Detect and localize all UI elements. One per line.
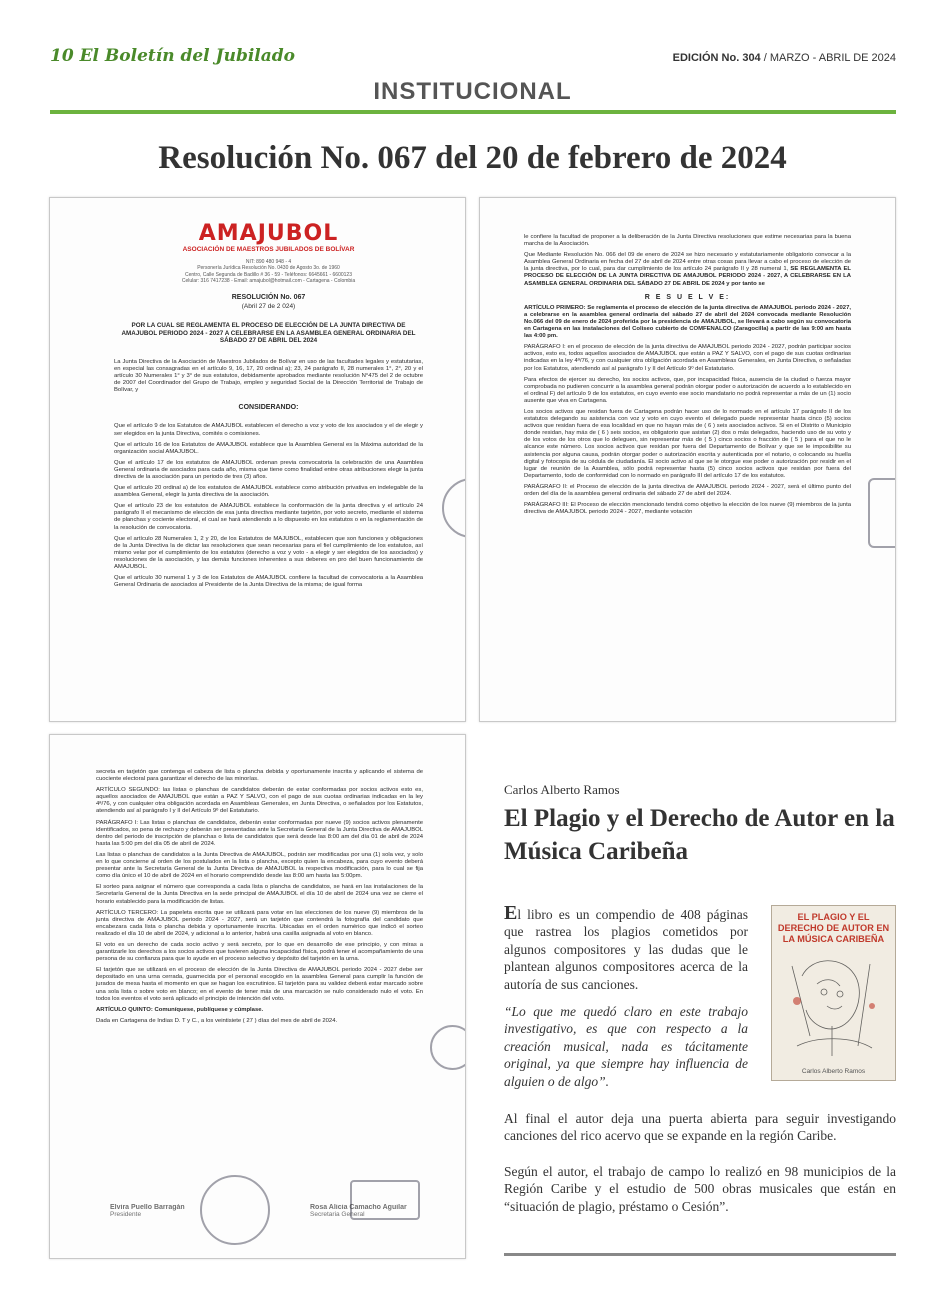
- edition-date: / MARZO - ABRIL DE 2024: [763, 52, 896, 64]
- resolution-intro: La Junta Directiva de la Asociación de Maestros Jubilados de Bolívar en uso de las facultades legales y estatutarias, en especial las consagradas en el artículo 9, 16, 17, 20 ordinal a); 23, 24 parágrafo II, 28 numerales 1°, 2°, 20 y el artículo 30 Numerales 1° y 3° de sus estatutos, debidamente aprobados mediante resolución N°475 del 2 de octubre de 2007 del Coordinador del Grupo de Trabajo, empleo y seguridad Social de la Dirección Territorial de Trabajo de Bolívar, y: [114, 358, 423, 394]
- doc-paragraph: Las listas o planchas de candidatos a la Junta Directiva de AMAJUBOL, podrán ser modificadas por una (1) sola vez, y solo en lo que concierne al orden de los postulados en la lista o plancha, excepto quien la encabeza, para cuyo evento deberá presentar ante la Secretaría General de la Junta Directiva de AMAJUBOL la respectiva modificación, para lo cual se fija como día único el 10 de abril de 2024 en el horario comprendido desde las 8:00 am hasta las 5:00pm.: [96, 851, 423, 880]
- section-title: INSTITUCIONAL: [373, 78, 572, 105]
- article-primero: ARTÍCULO PRIMERO: Se reglamenta el proceso de elección de la junta directiva de AMAJUBOL periodo 2024 - 2027, a celebrarse en la asamblea general ordinaria del sábado 27 de abril del 2024 convocada mediante Resolución No.066 del 09 de enero de 2024 proferida por la presidencia de AMAJUBOL, se llevará a cabo según su convocatoria en Cartagena en las instalaciones del Coliseo cubierto de COMFENALCO (Zaragocilla) a partir de las 9:00 am hasta las 4:00 pm.: [524, 304, 851, 340]
- section-divider: [50, 110, 896, 114]
- org-full-name: ASOCIACIÓN DE MAESTROS JUBILADOS DE BOLÍVAR: [182, 246, 355, 253]
- org-contact: [114, 259, 423, 284]
- book-author: Carlos Alberto Ramos: [801, 1068, 866, 1075]
- contact-line: Centro, Calle Segunda de Badillo # 36 - 59 - Teléfonos: 6645661 - 6600123: [185, 271, 352, 278]
- article-quote: “Lo que me quedó claro en este trabajo investigativo, es que con respecto a la creación musical, nada es tácitamente original, ya que siempre hay influencia de alguien o de algo”.: [504, 1004, 748, 1089]
- resolution-heading: POR LA CUAL SE REGLAMENTA EL PROCESO DE ELECCIÓN DE LA JUNTA DIRECTIVA DE AMAJUBOL PERIODO 2024 - 2027 A CELEBRARSE EN LA ASAMBLEA GENERAL ORDINARIA DEL SÁBADO 27 DE ABRIL DEL 2024: [121, 322, 416, 345]
- doc-paragraph: PARÁGRAFO I: Las listas o planchas de candidatos, deberán estar conformadas por nueve (9) socios activos plenamente identificados, so pena de rechazo y deberán ser presentadas ante la Secretaría General de la Junta Directiva de AMAJUBOL dentro del periodo de inscripción de planchas o lista de candidatos que será desde las 8:00 am del día 01 de abril de 2024 hasta las 5:00 pm del día 05 de abril de 2024.: [96, 819, 423, 847]
- considerando-paragraph: Que el artículo 30 numeral 1 y 3 de los Estatutos de AMAJUBOL confiere la facultad de convocatoria a la Asamblea General Ordinaria de asociados al Presidente de la Junta Directiva de la misma; de igual forma: [114, 575, 423, 589]
- article-tercero: ARTÍCULO TERCERO: La papeleta escrita que se utilizará para votar en las elecciones de los nueve (9) miembros de la junta directiva de AMAJUBOL periodo 2024 - 2027, será un tarjetón que contendrá la fotografía del candidato que encabezara cada lista o plancha debida y oportunamente inscrita. Ubicadas en el orden numérico que indicó el sorteo realizado el día 10 de abril de 2024, y adicional a lo anterior, habrá una casilla asignada al voto en blanco.: [96, 909, 423, 937]
- scanned-resolution-page-3: [49, 734, 466, 1259]
- edition-number: EDICIÓN No. 304: [672, 52, 761, 64]
- scanned-resolution-page-2: [479, 197, 896, 722]
- article-paragraph: [504, 902, 748, 993]
- article-quinto: ARTÍCULO QUINTO: Comuníquese, publíquese y cúmplase.: [96, 1006, 264, 1013]
- article-paragraph: Según el autor, el trabajo de campo lo realizó en 98 municipios de la Región Caribe y el estudio de 500 obras musicales que están en “situación de plagio, préstamo o Cesión”.: [504, 1164, 896, 1214]
- doc-paragraph: El tarjetón que se utilizará en el proceso de elección de la Junta Directiva de AMAJUBOL periodo 2024 - 2027 debe ser depositado en una urna cerrada, guarnecida por el personal escogido en la asamblea General para cumplir la función de jurados de mesa hasta el momento en que se hagan los escrutinios. El tarjetón para su validez deberá estar marcado sobre una sola lista o sobre voto en blanco; en el evento de tener más de una marcación se nulo considerado nulo el voto. En todos los eventos el voto será aplicado el principio de intención del voto.: [96, 967, 423, 1002]
- page-header: [50, 48, 896, 70]
- doc-paragraph: PARÁGRAFO II: el Proceso de elección de la junta directiva de AMAJUBOL periodo 2024 - 2027, será el último punto del orden del día de la asamblea general ordinaria del sábado 27 de abril del 2024.: [524, 483, 851, 497]
- doc-paragraph: Los socios activos que residan fuera de Cartagena podrán hacer uso de lo normado en el artículo 17 parágrafo II de los estatutos delegando su asistencia con voz y voto en cuyo evento el delegado puede representar hasta cinco (5) socios activos que residan fuera de esa localidad en que no hayan más de ( 6 ) seis asociados activos. Si en el Distrito o Municipio donde residan, hay más de ( 6 ) seis socios, es obligatorio que asistan (2) dos o más delegados, haciendo uso de su voto y de los votos de los otros que lo deleguen, sin representar más de ( 5 ) cinco socios o fracción de ( 5 ) para el que no le alcance este número. Los socios activos que residan por fuera del Departamento de Bolívar y que se le imposibilite su asistencia por alguna causa, podrán otorgar poder o autorización escrita y autenticada por el notario, o colocando su huella digital y fotocopia de su cédula de ciudadanía. El socio activo al que se le otorgue ese poder o autorización por residir en el lugar de reunión de la Asamblea, sólo podrá representar hasta (5) cinco socios activos que residan por fuera del Departamento, todo de conformidad con lo normado en parágrafo III del artículo 17 de los estatutos.: [524, 408, 851, 479]
- drop-cap: E: [504, 902, 518, 924]
- edition-info: [673, 52, 896, 64]
- contact-line: Personería Jurídica Resolución No. 0430 de Agosto 3o. de 1960: [197, 265, 340, 272]
- doc-bold-text: SE REGLAMENTA EL PROCESO DE ELECCIÓN DE LA JUNTA DIRECTIVA DE AMAJUBOL PERIODO 2024 - 2027, A CELEBRARSE EN LA ASAMBLEA GENERAL ORDINARIA DEL SÁBADO 27 DE ABRIL DE 2024: [524, 266, 852, 287]
- signature-secretary: [310, 1190, 407, 1218]
- considerando-heading: CONSIDERANDO:: [238, 404, 299, 412]
- signer-name: Elvira Puello Barragán: [110, 1204, 185, 1211]
- considerando-paragraph: Que el artículo 17 de los estatutos de AMAJUBOL ordenan previa convocatoria la celebración de una Asamblea General ordinaria de asociados para cada año, misma que tiene como finalidad entre otras atribuciones elegir la junta directiva de la asociación para un periodo de tres (3) años.: [114, 459, 423, 480]
- presidency-stamp: [200, 1175, 270, 1245]
- side-stamp: [868, 478, 896, 548]
- association-stamp: [442, 478, 466, 538]
- doc-paragraph: secreta en tarjetón que contenga el cabeza de lista o plancha debida y oportunamente inscrita y aplicando el sistema de cuociente electoral para garantizar el derecho de las minorías.: [96, 769, 423, 783]
- book-title: EL PLAGIO Y EL DERECHO DE AUTOR EN LA MÚSICA CARIBEÑA: [777, 912, 890, 944]
- resolution-date: (Abril 27 de 2 024): [241, 303, 296, 310]
- contact-line: Celular: 316 7417238 - Email: amajubol@hotmail.com - Cartagena - Colombia: [181, 277, 356, 284]
- considerando-paragraph: Que el artículo 23 de los estatutos de AMAJUBOL establece la conformación de la junta directiva y el artículo 24 parágrafo II el mecanismo de elección de esa junta directiva mediante tarjetón, por voto secreto, mediante el sistema de planchas y cociente electoral, el cual se hará atendiendo a lo dispuesto en los estatutos o en la reglamentación de la resolución de convocatoria.: [114, 503, 423, 531]
- doc-paragraph: Dada en Cartagena de Indias D. T y C., a los veintisiete ( 27 ) días del mes de abril de 2024.: [96, 1017, 338, 1024]
- signer-name: Rosa Alicia Camacho Aguilar: [310, 1204, 407, 1211]
- book-cover-image: [771, 905, 896, 1081]
- considerando-paragraph: Que el artículo 28 Numerales 1, 2 y 20, de los Estatutos de MAJUBOL, establecen que son funciones y obligaciones de la Junta Directiva la de dictar las resoluciones que sean necesarias para el fiel cumplimiento de los estatutos, así mismo velar por el cumplimiento de los estatutos (derecho a voz y voto - a elegir y ser elegidos de los asociados) y resoluciones de la asociación, y las demás funciones inherentes a sus deberes en pro del buen funcionamiento de AMAJUBOL.: [114, 535, 423, 571]
- article-author: Carlos Alberto Ramos: [504, 782, 620, 797]
- page-title: Resolución No. 067 del 20 de febrero de 2024: [158, 140, 787, 176]
- book-illustration: [772, 906, 896, 1081]
- nit: NIT: 890 480 948 - 4: [245, 259, 292, 266]
- article-paragraph: Al final el autor deja una puerta abierta para seguir investigando canciones del rico acervo que se expande en la región Caribe.: [504, 1111, 896, 1144]
- doc-paragraph: le confiere la facultad de proponer a la deliberación de la Junta Directiva resoluciones que estime necesarias para la buena marcha de la Asociación.: [524, 234, 851, 248]
- article-end-rule: [504, 1253, 896, 1256]
- signer-role: Presidente: [110, 1211, 142, 1219]
- scanned-resolution-page-1: [49, 197, 466, 722]
- round-stamp: [430, 1025, 466, 1070]
- doc-text: y por tanto se: [726, 280, 765, 287]
- signer-role: Secretaria General: [310, 1211, 365, 1219]
- doc-paragraph: Para efectos de ejercer su derecho, los socios activos, que, por incapacidad física, ausencia de la ciudad o fuerza mayor comprobada no pudieren concurrir a la asamblea general podrán otorgar poder o autorización de acuerdo a lo establecido en el ordinal F) del artículo 9 de los estatutos, en cuyo evento ese socio mandatario no podrá representar a más de un (1) socio ausente que viva en Cartagena.: [524, 376, 851, 404]
- publication-logo: 10 El Boletín del Jubilado: [50, 46, 296, 66]
- doc-paragraph: PARÁGRAFO I: en el proceso de elección de la junta directiva de AMAJUBOL periodo 2024 - 2027, podrán participar socios activos, esto es, todos aquellos asociados de AMAJUBOL que están a PAZ Y SALVO, con el pago de sus cuotas ordinarias indicadas en la ley 4ª/76, y con cualquier otra obligación acordada en Asambleas Generales, en Junta Directiva, o señaladas por los Estatutos, atendiendo así al parágrafo I y II del Artículo 9º del Estatutario.: [524, 344, 851, 372]
- doc-paragraph: PARÁGRAFO III: El Proceso de elección mencionado tendrá como objetivo la elección de los nueve (9) miembros de la junta directiva de AMAJUBOL periodo 2024 - 2027, mediante votación: [524, 502, 851, 516]
- article-title: El Plagio y el Derecho de Autor en la Música Caribeña: [504, 805, 895, 865]
- doc-text: Que Mediante Resolución No. 066 del 09 de enero de 2024 se hizo necesario y estatutariamente obligatorio convocar a la Asamblea General Ordinaria en fecha del 27 de abril de 2024 entre otras cosas para llevar a cabo el proceso de elección de la junta directiva, por lo cual, para dar cumplimiento de los artículo 24 parágrafo II y 28 numeral 1,: [524, 252, 851, 273]
- doc-paragraph: El voto es un derecho de cada socio activo y será secreto, por lo que en desarrollo de ese principio, y con miras a garantizarle los derechos a los socios activos que tuvieren alguna incapacidad física, podrá tener el acompañamiento de una persona de su confianza para que lo ayude en el proceso selectivo y depósito del tarjetón en la urna.: [96, 941, 423, 963]
- amajubol-logo: AMAJUBOL: [198, 221, 339, 246]
- resuelve-heading: R E S U E L V E:: [644, 293, 731, 301]
- considerando-paragraph: Que el artículo 16 de los Estatutos de AMAJUBOL establece que la Asamblea General es la Máxima autoridad de la organización social AMAJUBOL.: [114, 441, 423, 455]
- paragraph-text: l libro es un compendio de 408 páginas que rastrea los plagios cometidos por algunos compositores y las dudas que le plantean algunos compositores acerca de la autoría de sus canciones.: [504, 907, 748, 992]
- doc-paragraph: [524, 252, 851, 287]
- considerando-paragraph: Que el artículo 20 ordinal a) de los estatutos de AMAJUBOL establece como atribución privativa en indelegable de la asamblea General, elegir la junta directiva de la asociación.: [114, 485, 423, 499]
- signature-president: [110, 1190, 185, 1218]
- doc-paragraph: El sorteo para asignar el número que corresponda a cada lista o plancha de candidatos, se hará en las instalaciones de la Secretaría General de la Junta Directiva en la sede principal de AMAJUBOL el día 10 de abril de 2024 una vez se cierre el horario establecido para la modificación de listas.: [96, 884, 423, 905]
- article-segundo: ARTÍCULO SEGUNDO: las listas o planchas de candidatos deberán de estar conformadas por socios activos esto es, aquellos asociados de AMAJUBOL que están a PAZ Y SALVO, con el pago de sus cuotas ordinarias indicadas en la ley 4ª/76, y con cualquier otra obligación acordada en Asambleas Generales, en Junta Directiva, o señalados por los Estatutos, atendiendo así al parágrafo I y II del Artículo 9º del Estatutario.: [96, 787, 423, 815]
- resolution-number: RESOLUCIÓN No. 067: [231, 293, 306, 301]
- considerando-paragraph: Que el artículo 9 de los Estatutos de AMAJUBOL establecen el derecho a voz y voto de los asociados y el de elegir y ser elegidos en la junta Directiva, comités o comisiones.: [114, 423, 423, 437]
